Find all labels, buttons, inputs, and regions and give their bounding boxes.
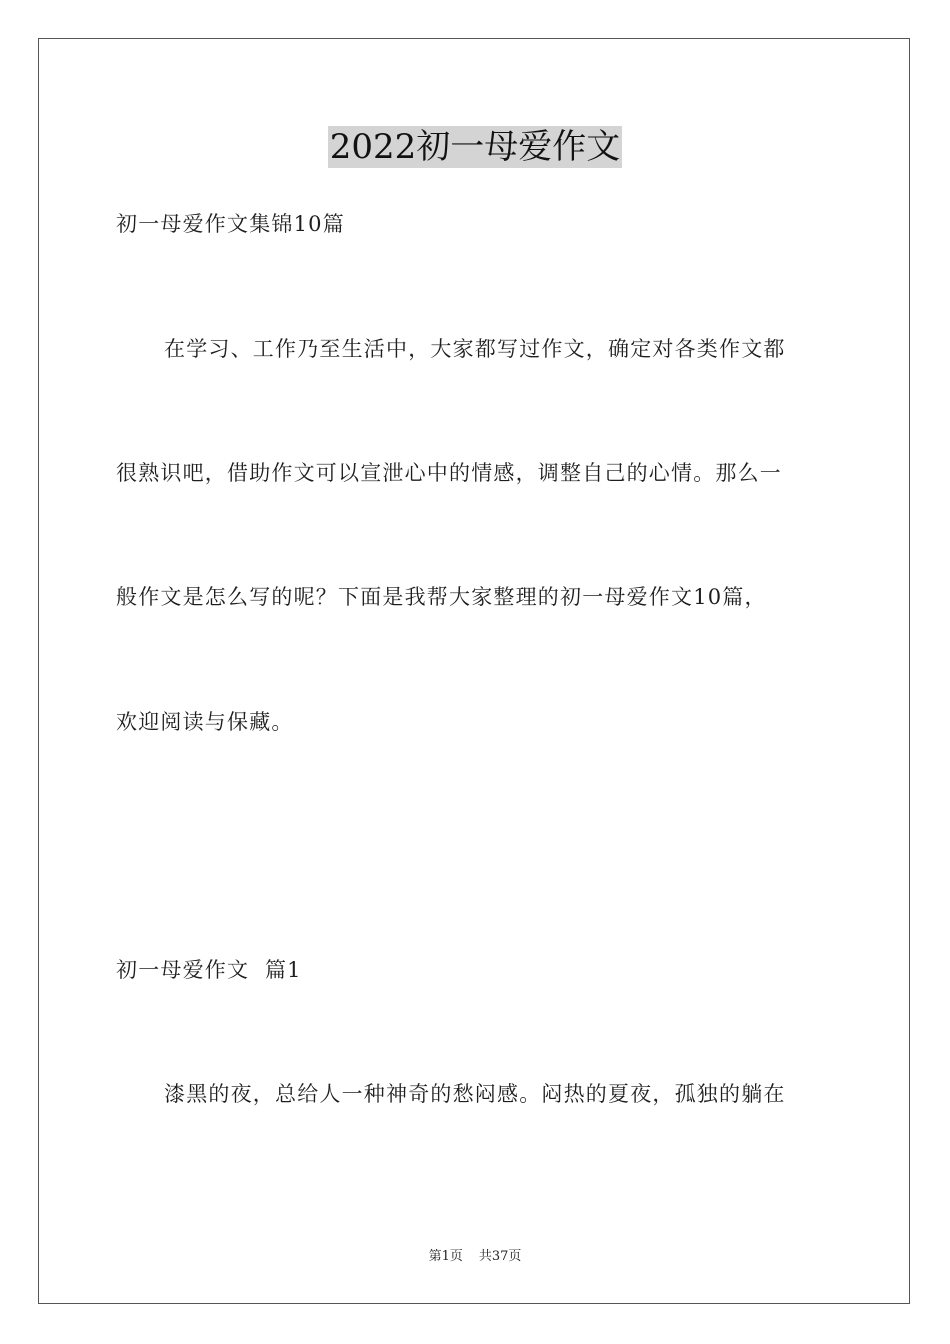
section-heading: 初一母爱作文 篇1: [116, 958, 302, 982]
intro-paragraph-line-1: 在学习、工作乃至生活中，大家都写过作文，确定对各类作文都: [164, 337, 786, 361]
title-container: [0, 126, 950, 168]
page-number: 第1页: [428, 1249, 463, 1264]
intro-paragraph-line-2: 很熟识吧，借助作文可以宣泄心中的情感，调整自己的心情。那么一: [116, 461, 782, 485]
page-footer: [0, 1248, 950, 1266]
page-total: 共37页: [478, 1249, 522, 1264]
intro-paragraph-line-4: 欢迎阅读与保藏。: [116, 710, 294, 734]
document-title: 2022初一母爱作文: [329, 127, 621, 167]
section-paragraph-line-1: 漆黑的夜，总给人一种神奇的愁闷感。闷热的夏夜，孤独的躺在: [164, 1082, 786, 1106]
document-subtitle: 初一母爱作文集锦10篇: [116, 212, 345, 236]
intro-paragraph-line-3: 般作文是怎么写的呢？下面是我帮大家整理的初一母爱作文10篇，: [116, 585, 767, 609]
